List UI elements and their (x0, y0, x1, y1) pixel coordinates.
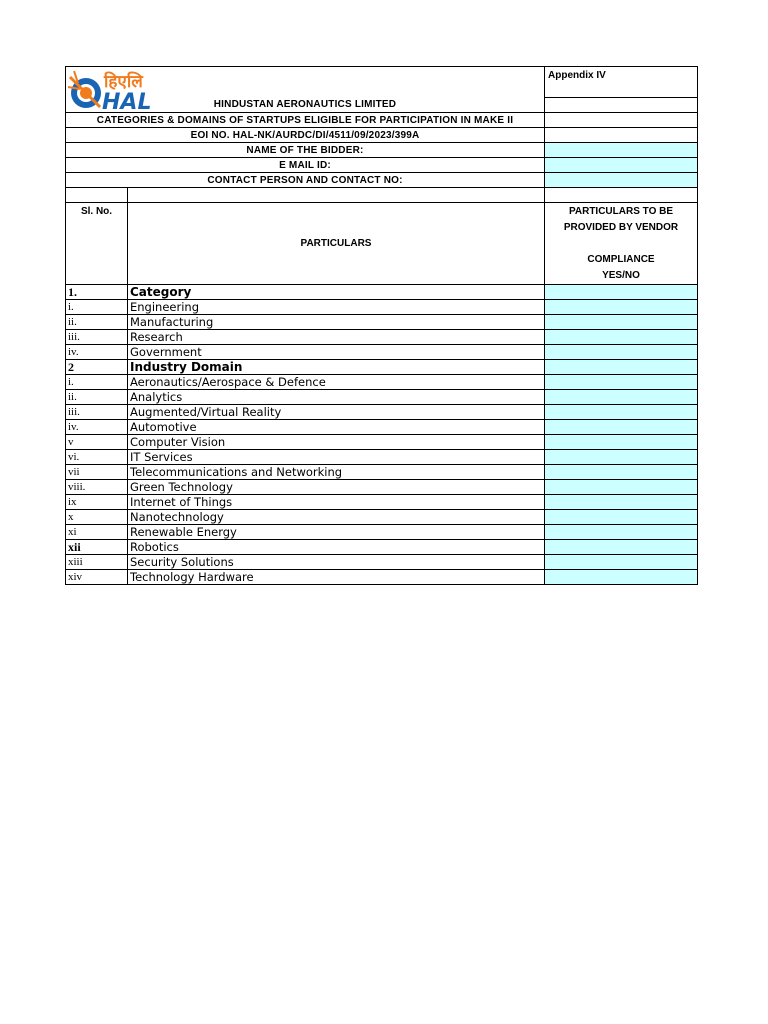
compliance-input-cell[interactable] (545, 300, 698, 315)
table-row (66, 390, 698, 405)
particular-item: Green Technology (128, 480, 545, 495)
serial-number: iii. (66, 330, 128, 345)
email-field[interactable] (545, 158, 698, 173)
table-row (66, 405, 698, 420)
table-row (66, 420, 698, 435)
group-heading: Industry Domain (128, 360, 545, 375)
table-row (66, 465, 698, 480)
particular-item: Technology Hardware (128, 570, 545, 585)
serial-number: vii (66, 465, 128, 480)
serial-number: x (66, 510, 128, 525)
compliance-header: COMPLIANCE (587, 254, 655, 265)
particular-item: Engineering (128, 300, 545, 315)
email-label: E MAIL ID: (66, 158, 545, 173)
logo-hindi-text: हिएलि (104, 72, 143, 92)
table-row (66, 345, 698, 360)
compliance-input-cell[interactable] (545, 480, 698, 495)
particular-item: Aeronautics/Aerospace & Defence (128, 375, 545, 390)
table-row (66, 480, 698, 495)
particular-item: Research (128, 330, 545, 345)
compliance-input-cell[interactable] (545, 450, 698, 465)
particular-item: Internet of Things (128, 495, 545, 510)
compliance-input-cell[interactable] (545, 345, 698, 360)
compliance-input-cell[interactable] (545, 495, 698, 510)
particular-item: Telecommunications and Networking (128, 465, 545, 480)
particular-item: Renewable Energy (128, 525, 545, 540)
eoi-blank (545, 128, 698, 143)
serial-number: i. (66, 300, 128, 315)
table-row (66, 495, 698, 510)
spacer-cell (66, 188, 128, 203)
vendor-header (545, 203, 698, 285)
table-row (66, 330, 698, 345)
serial-number: v (66, 435, 128, 450)
particular-item: IT Services (128, 450, 545, 465)
appendix-label: Appendix IV (545, 67, 698, 98)
compliance-input-cell[interactable] (545, 465, 698, 480)
serial-number: ii. (66, 315, 128, 330)
subject-blank (545, 113, 698, 128)
compliance-input-cell[interactable] (545, 525, 698, 540)
group-row (66, 285, 698, 300)
particular-item: Automotive (128, 420, 545, 435)
compliance-input-cell[interactable] (545, 390, 698, 405)
form-sheet (65, 66, 697, 585)
table-row (66, 315, 698, 330)
compliance-input-cell[interactable] (545, 315, 698, 330)
table-row (66, 450, 698, 465)
serial-number: xiv (66, 570, 128, 585)
compliance-input-cell[interactable] (545, 555, 698, 570)
group-row (66, 360, 698, 375)
serial-number: ix (66, 495, 128, 510)
compliance-input-cell[interactable] (545, 360, 698, 375)
serial-number: iv. (66, 420, 128, 435)
compliance-input-cell[interactable] (545, 540, 698, 555)
table-row (66, 375, 698, 390)
table-row (66, 525, 698, 540)
serial-number: ii. (66, 390, 128, 405)
group-heading: Category (128, 285, 545, 300)
logo-latin-text: HAL (102, 90, 152, 113)
hal-logo (66, 67, 170, 113)
spacer-cell (128, 188, 545, 203)
eligibility-table (65, 66, 698, 585)
eoi-number: EOI NO. HAL-NK/AURDC/DI/4511/09/2023/399A (66, 128, 545, 143)
table-row (66, 300, 698, 315)
compliance-input-cell[interactable] (545, 510, 698, 525)
particular-item: Security Solutions (128, 555, 545, 570)
table-row (66, 510, 698, 525)
particular-item: Augmented/Virtual Reality (128, 405, 545, 420)
vendor-header-line1: PARTICULARS TO BE (568, 206, 674, 217)
contact-field[interactable] (545, 173, 698, 188)
compliance-input-cell[interactable] (545, 285, 698, 300)
bidder-name-label: NAME OF THE BIDDER: (66, 143, 545, 158)
compliance-input-cell[interactable] (545, 435, 698, 450)
compliance-input-cell[interactable] (545, 375, 698, 390)
serial-number: iv. (66, 345, 128, 360)
appendix-blank (545, 98, 698, 113)
bidder-name-field[interactable] (545, 143, 698, 158)
particular-item: Robotics (128, 540, 545, 555)
vendor-header-line2: PROVIDED BY VENDOR (563, 222, 679, 233)
serial-number: 1. (66, 285, 128, 300)
compliance-input-cell[interactable] (545, 420, 698, 435)
serial-number: xi (66, 525, 128, 540)
compliance-input-cell[interactable] (545, 570, 698, 585)
serial-number: 2 (66, 360, 128, 375)
particular-item: Computer Vision (128, 435, 545, 450)
particular-item: Government (128, 345, 545, 360)
company-name: HINDUSTAN AERONAUTICS LIMITED (66, 98, 545, 113)
table-row (66, 570, 698, 585)
particular-item: Nanotechnology (128, 510, 545, 525)
serial-number: i. (66, 375, 128, 390)
spacer-cell (545, 188, 698, 203)
serial-number: viii. (66, 480, 128, 495)
compliance-input-cell[interactable] (545, 330, 698, 345)
particular-item: Analytics (128, 390, 545, 405)
serial-number: vi. (66, 450, 128, 465)
table-row (66, 435, 698, 450)
yesno-header: YES/NO (602, 270, 640, 281)
document-subject: CATEGORIES & DOMAINS OF STARTUPS ELIGIBLE FOR PARTICIPATION IN MAKE II (66, 113, 545, 128)
serial-number: xiii (66, 555, 128, 570)
table-row (66, 555, 698, 570)
table-row (66, 540, 698, 555)
compliance-input-cell[interactable] (545, 405, 698, 420)
serial-number: xii (66, 540, 128, 555)
contact-label: CONTACT PERSON AND CONTACT NO: (66, 173, 545, 188)
slno-header: Sl. No. (66, 203, 128, 285)
serial-number: iii. (66, 405, 128, 420)
particulars-header: PARTICULARS (128, 203, 545, 285)
particular-item: Manufacturing (128, 315, 545, 330)
